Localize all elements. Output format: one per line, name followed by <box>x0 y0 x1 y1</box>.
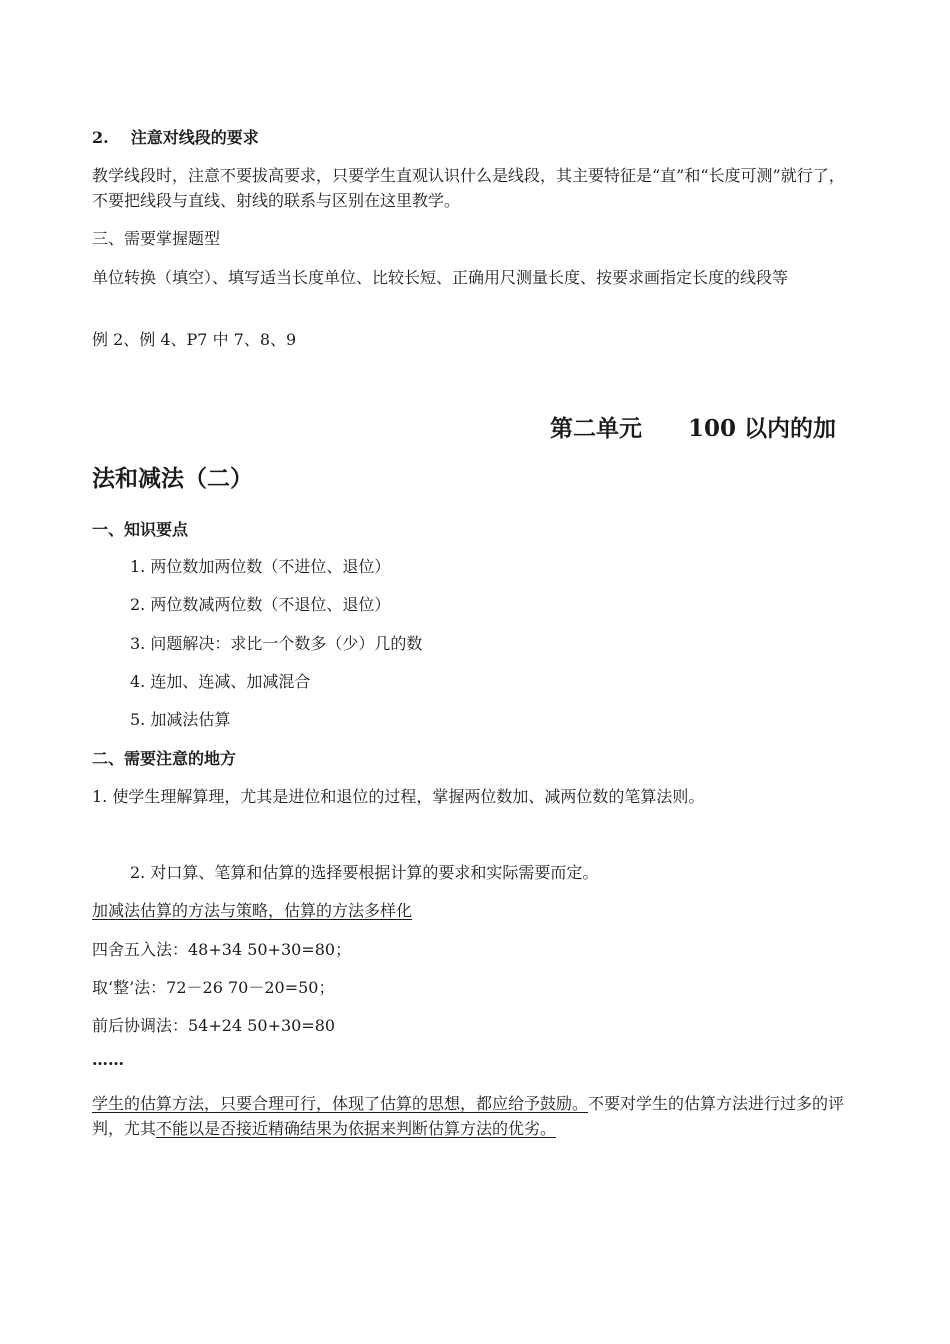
knowledge-item: 1. 两位数加两位数（不进位、退位） <box>130 557 391 576</box>
attention-heading: 二、需要注意的地方 <box>92 749 237 768</box>
knowledge-item: 4. 连加、连减、加减混合 <box>130 672 311 691</box>
section-title: 注意对线段的要求 <box>130 128 259 147</box>
paragraph-question-types: 单位转换（填空）、填写适当长度单位、比较长短、正确用尺测量长度、按要求画指定长度的线段等 <box>92 268 789 287</box>
knowledge-item: 5. 加减法估算 <box>130 710 231 729</box>
estimation-method: 取‘整’法：72－26 70－20=50； <box>92 978 335 997</box>
knowledge-item: 2. 两位数减两位数（不退位、退位） <box>130 595 391 614</box>
estimation-method: 前后协调法：54+24 50+30=80 <box>92 1016 336 1035</box>
final-underlined-part-2: 不能以是否接近精确结果为依据来判断估算方法的优劣。 <box>156 1119 557 1138</box>
section-number: 2. <box>92 128 109 147</box>
estimation-heading: 加减法估算的方法与策略，估算的方法多样化 <box>92 901 413 920</box>
section-heading-line-segment <box>92 127 259 149</box>
ellipsis: …… <box>92 1050 124 1069</box>
attention-item-2: 2. 对口算、笔算和估算的选择要根据计算的要求和实际需要而定。 <box>130 863 599 882</box>
heading-question-types: 三、需要掌握题型 <box>92 229 221 248</box>
estimation-method: 四舍五入法：48+34 50+30=80； <box>92 940 352 959</box>
unit-title-line-2: 法和减法（二） <box>92 465 253 492</box>
paragraph-line-segment-requirements: 教学线段时，注意不要拔高要求，只要学生直观认识什么是线段，其主要特征是“直”和“长度可测”就行了，不要把线段与直线、射线的联系与区别在这里教学。 <box>92 166 845 210</box>
examples-line: 例 2、例 4、P7 中 7、8、9 <box>92 330 297 349</box>
final-paragraph <box>92 1091 860 1141</box>
unit-title-line-1: 第二单元 100 以内的加 <box>550 415 837 442</box>
knowledge-points-heading: 一、知识要点 <box>92 520 189 539</box>
knowledge-item: 3. 问题解决：求比一个数多（少）几的数 <box>130 634 423 653</box>
final-underlined-part-1: 学生的估算方法，只要合理可行，体现了估算的思想，都应给予鼓励。 <box>92 1094 589 1113</box>
attention-item-1: 1. 使学生理解算理，尤其是进位和退位的过程，掌握两位数加、减两位数的笔算法则。 <box>92 787 705 806</box>
final-plain-part: 不要对学生的估算方法进行过多的评判，尤其 <box>92 1094 845 1138</box>
